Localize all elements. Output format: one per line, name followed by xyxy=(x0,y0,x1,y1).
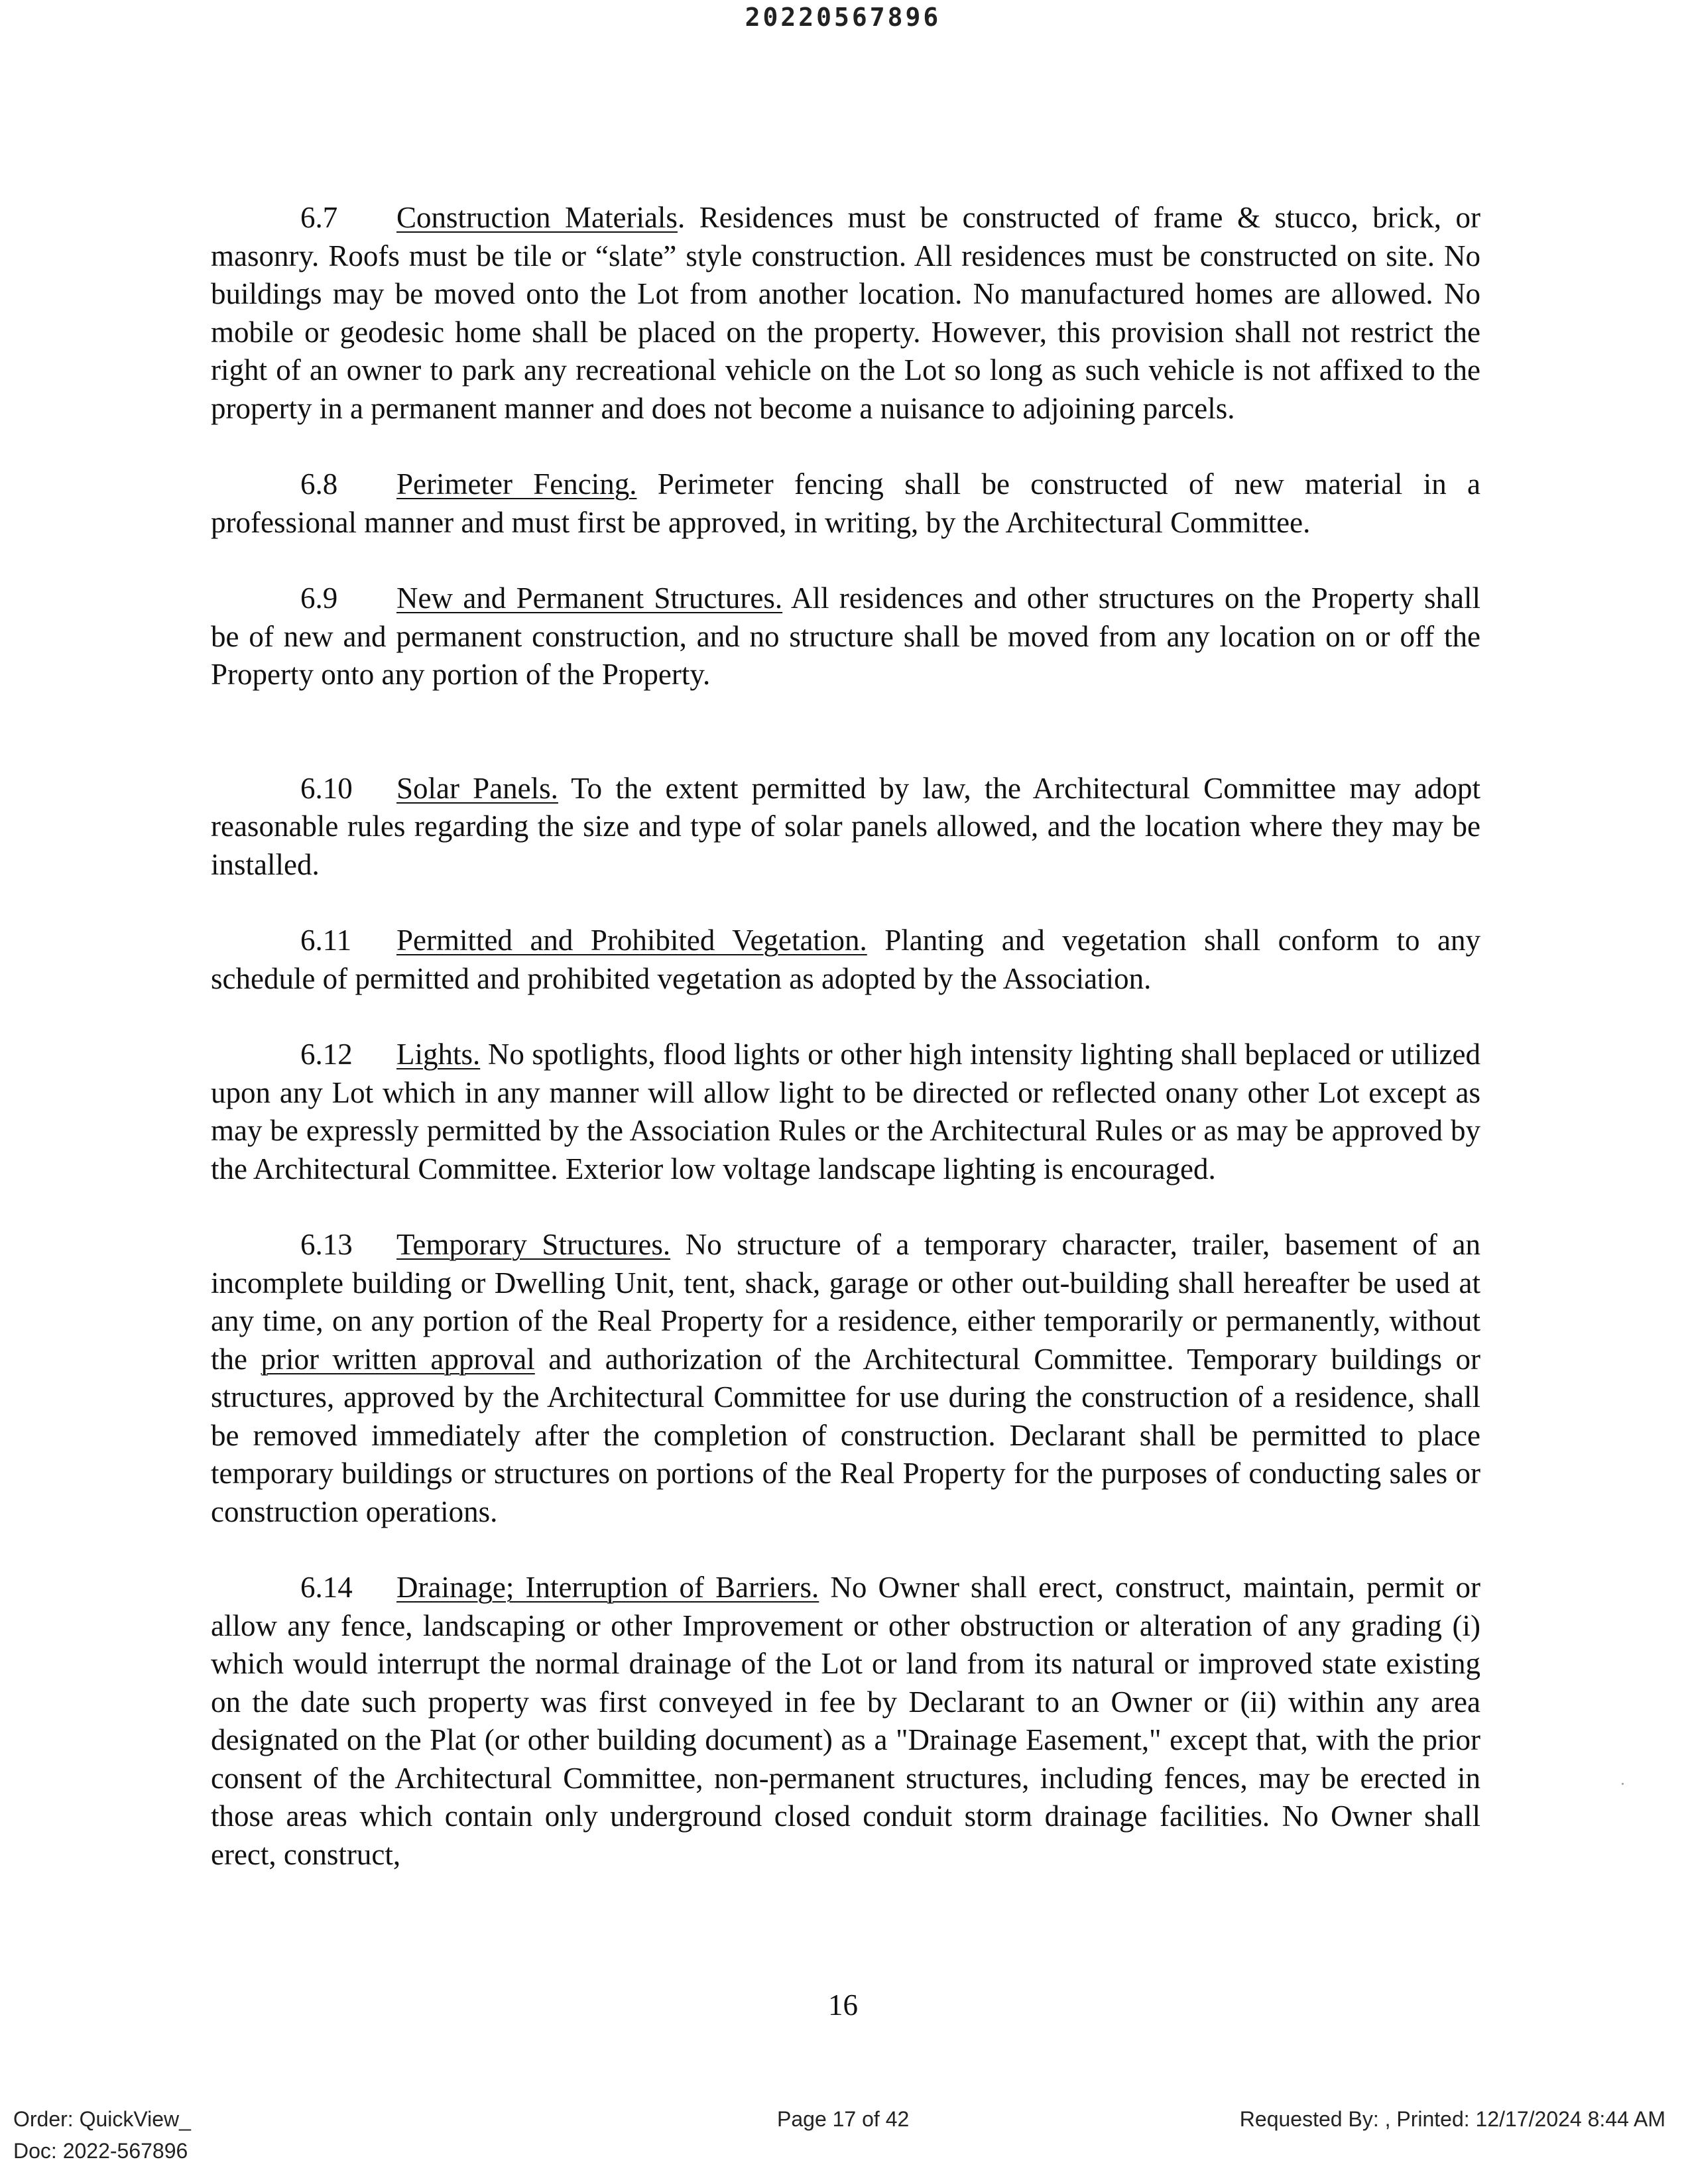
section-6-7 xyxy=(211,199,1480,428)
section-number: 6.7 xyxy=(300,201,338,234)
section-title: Perimeter Fencing. xyxy=(396,467,637,501)
section-number: 6.8 xyxy=(300,467,338,501)
page-number: 16 xyxy=(828,1988,858,2022)
section-title: Drainage; Interruption of Barriers. xyxy=(396,1571,819,1604)
footer-requested-printed: Requested By: , Printed: 12/17/2024 8:44 AM xyxy=(1239,2107,1665,2131)
section-title: Permitted and Prohibited Vegetation. xyxy=(396,924,867,957)
section-number: 6.9 xyxy=(300,581,338,615)
section-text: No structure of a temporary character, trailer, basement of an incomplete building or Dwelling Unit, tent, shack, garage or other out-building shall hereafter be used at any time, on any portion of the Real Property for a residence, either temporarily or permanently, without the xyxy=(211,1228,1480,1376)
section-title: Temporary Structures. xyxy=(396,1228,671,1261)
section-text: Perimeter fencing shall be constructed of new material in a professional manner and must first be approved, in writing, by the Architectural Committee. xyxy=(211,467,1480,539)
footer-page-indicator: Page 17 of 42 xyxy=(777,2107,910,2131)
section-6-10 xyxy=(211,770,1480,884)
section-title: Solar Panels. xyxy=(396,771,558,805)
section-title: New and Permanent Structures. xyxy=(396,581,783,615)
section-number: 6.10 xyxy=(300,771,353,805)
section-text: No spotlights, flood lights or other high intensity lighting shall beplaced or utilized upon any Lot which in any manner will allow light to be directed or reflected onany other Lot except as may be expressly permitted by the Association Rules or the Architectural Rules or as may be approved by the Architectural Committee. Exterior low voltage landscape lighting is encouraged. xyxy=(211,1038,1480,1185)
section-6-12 xyxy=(211,1036,1480,1188)
section-text: Planting and vegetation shall conform to any schedule of permitted and prohibited vegetation as adopted by the Association. xyxy=(211,924,1480,995)
section-6-13 xyxy=(211,1226,1480,1531)
section-number: 6.12 xyxy=(300,1038,353,1071)
footer-doc: Doc: 2022-567896 xyxy=(13,2139,188,2163)
section-6-11 xyxy=(211,922,1480,998)
recording-number: 20220567896 xyxy=(745,3,941,32)
section-number: 6.11 xyxy=(300,924,352,957)
scan-speck xyxy=(1622,1783,1624,1785)
section-6-14 xyxy=(211,1569,1480,1874)
section-text: No Owner shall erect, construct, maintain, permit or allow any fence, landscaping or other Improvement or other obstruction or alteration of any grading (i) which would interrupt the normal drainage of the Lot or land from its natural or improved state existing on the date such property was first conveyed in fee by Declarant to an Owner or (ii) within any area designated on the Plat (or other building document) as a "Drainage Easement," except that, with the prior consent of the Architectural Committee, non-permanent structures, including fences, may be erected in those areas which contain only underground closed conduit storm drainage facilities. No Owner shall erect, construct, xyxy=(211,1571,1480,1871)
section-text: To the extent permitted by law, the Architectural Committee may adopt reasonable rules regarding the size and type of solar panels allowed, and the location where they may be installed. xyxy=(211,771,1480,881)
footer-order: Order: QuickView_ xyxy=(13,2107,191,2131)
section-text: Residences must be constructed of frame & stucco, brick, or masonry. Roofs must be tile or “slate” style construction. All residences must be constructed on site. No buildings may be moved onto the Lot from another location. No manufactured homes are allowed. No mobile or geodesic home shall be placed on the property. However, this provision shall not restrict the right of an owner to park any recreational vehicle on the Lot so long as such vehicle is not affixed to the property in a permanent manner and does not become a nuisance to adjoining parcels. xyxy=(211,201,1480,425)
section-6-8 xyxy=(211,465,1480,542)
document-body xyxy=(211,199,1480,1874)
section-title: Lights. xyxy=(396,1038,481,1071)
section-number: 6.14 xyxy=(300,1571,353,1604)
section-title-tail: . xyxy=(677,201,686,234)
section-text: All residences and other structures on the Property shall be of new and permanent construction, and no structure shall be moved from any location on or off the Property onto any portion of the Property. xyxy=(211,581,1481,691)
section-title: Construction Materials xyxy=(396,201,678,234)
section-6-9 xyxy=(211,579,1480,694)
section-number: 6.13 xyxy=(300,1228,353,1261)
underlined-phrase: prior written approval xyxy=(261,1342,535,1376)
section-text-continued: and authorization of the Architectural Committee. Temporary buildings or structures, approved by the Architectural Committee for use during the construction of a residence, shall be removed immediately after the completion of construction. Declarant shall be permitted to place temporary buildings or structures on portions of the Real Property for the purposes of conducting sales or construction operations. xyxy=(211,1342,1480,1528)
